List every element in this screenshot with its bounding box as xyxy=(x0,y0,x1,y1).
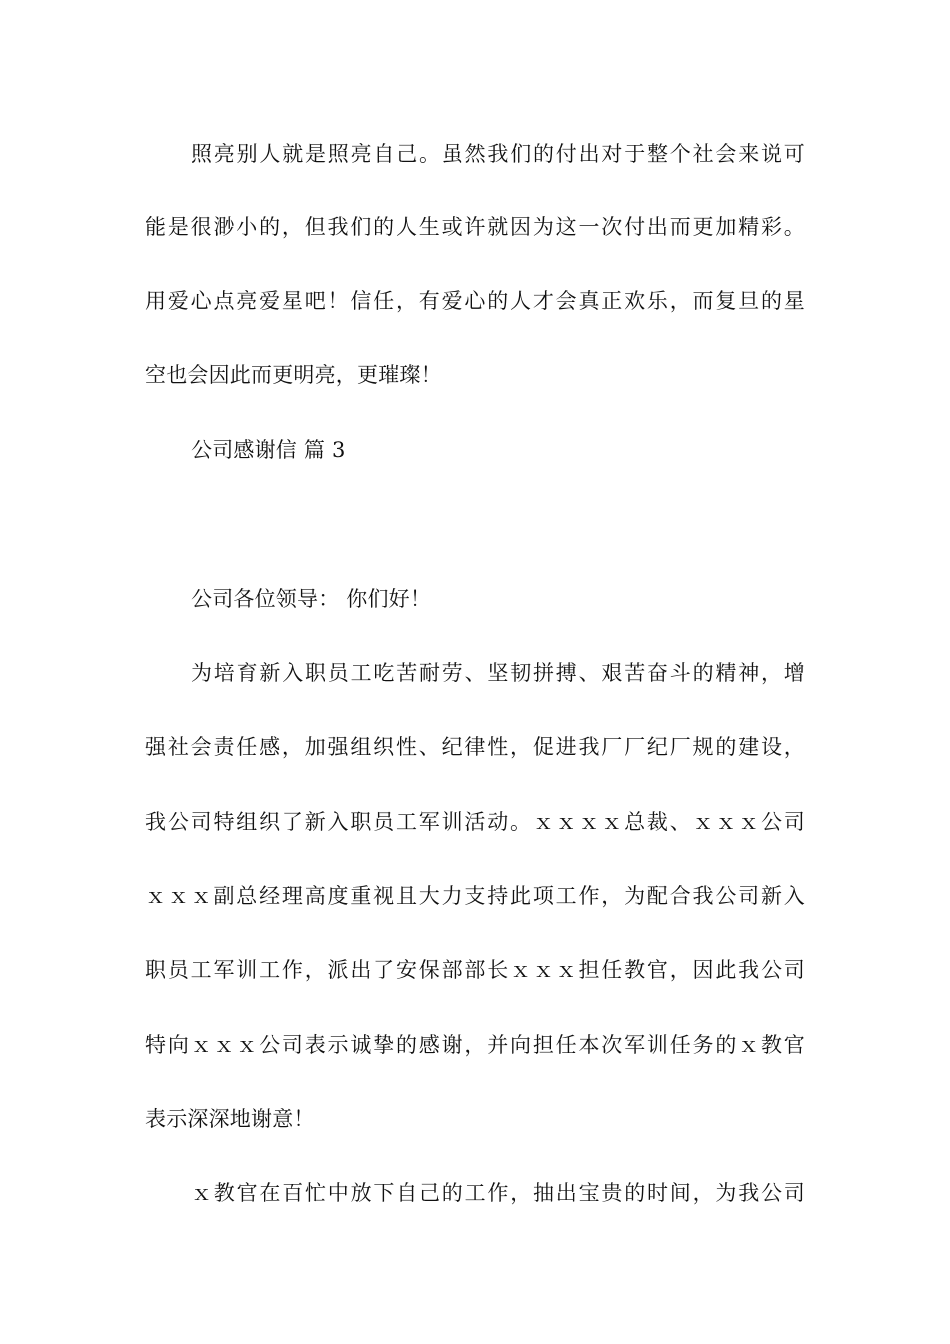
paragraph-line: 空也会因此而更明亮，更璀璨！ xyxy=(145,363,442,387)
paragraph-line: ｘ教官在百忙中放下自己的工作，抽出宝贵的时间，为我公司 xyxy=(191,1181,805,1205)
section-heading: 公司感谢信 篇 3 xyxy=(191,438,346,462)
paragraph-line: 特向ｘｘｘ公司表示诚挚的感谢，并向担任本次军训任务的ｘ教官 xyxy=(145,1033,805,1057)
paragraph-line: 职员工军训工作，派出了安保部部长ｘｘｘ担任教官，因此我公司 xyxy=(145,958,805,982)
paragraph-line: 我公司特组织了新入职员工军训活动。ｘｘｘｘ总裁、ｘｘｘ公司 xyxy=(145,810,805,834)
paragraph-line: 用爱心点亮爱星吧！信任，有爱心的人才会真正欢乐，而复旦的星 xyxy=(145,289,805,313)
paragraph-line: 能是很渺小的，但我们的人生或许就因为这一次付出而更加精彩。 xyxy=(145,215,805,239)
paragraph-line: ｘｘｘ副总经理高度重视且大力支持此项工作，为配合我公司新入 xyxy=(145,884,805,908)
paragraph-line: 为培育新入职员工吃苦耐劳、坚韧拼搏、艰苦奋斗的精神，增 xyxy=(191,661,805,685)
paragraph-line: 照亮别人就是照亮自己。虽然我们的付出对于整个社会来说可 xyxy=(191,142,805,166)
salutation: 公司各位领导： 你们好！ xyxy=(191,587,432,611)
paragraph-line: 强社会责任感，加强组织性、纪律性，促进我厂厂纪厂规的建设， xyxy=(145,735,805,759)
paragraph-line: 表示深深地谢意！ xyxy=(145,1107,315,1131)
